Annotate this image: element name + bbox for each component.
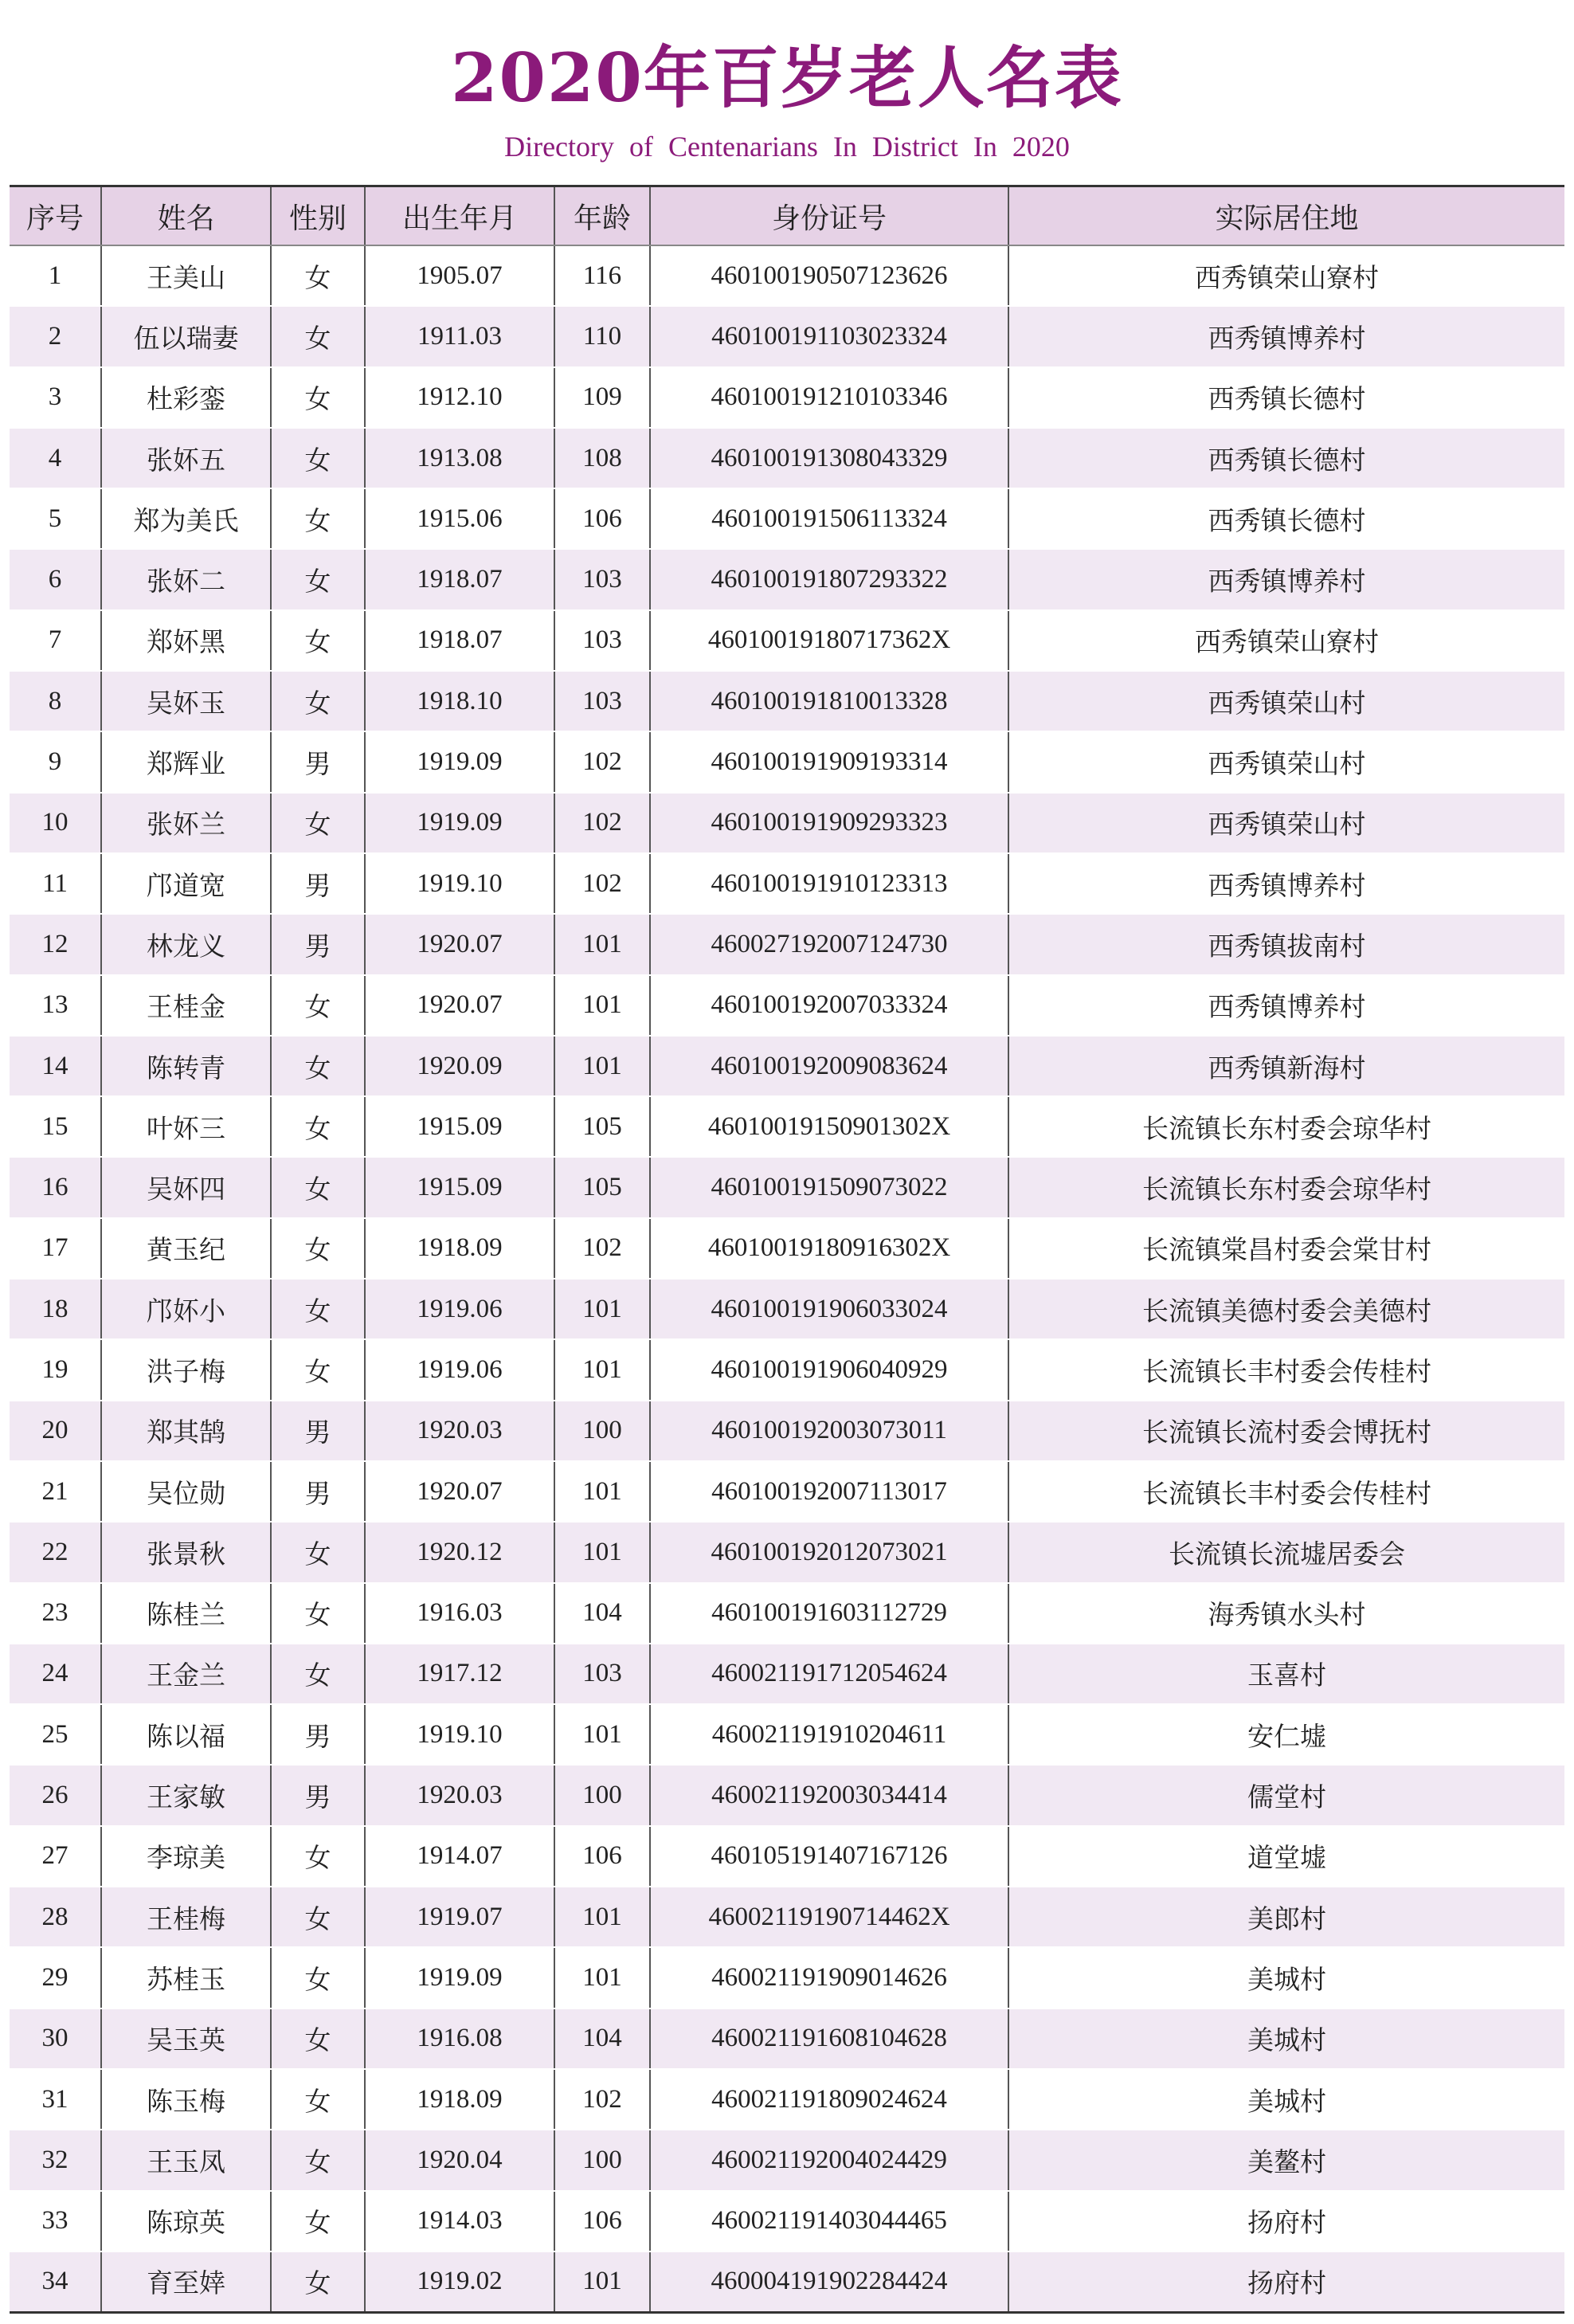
- table-row: [10, 731, 1564, 792]
- cell-id-number: 460100191103023324: [650, 306, 1008, 366]
- cell-gender: 女: [271, 367, 365, 428]
- cell-birth-date: 1919.06: [365, 1279, 554, 1339]
- table-row: [10, 367, 1564, 428]
- cell-age: 104: [554, 1583, 650, 1644]
- cell-gender: 女: [271, 975, 365, 1036]
- cell-gender: 女: [271, 549, 365, 609]
- cell-residence: 玉喜村: [1008, 1644, 1564, 1704]
- cell-birth-date: 1920.07: [365, 914, 554, 974]
- cell-birth-date: 1914.07: [365, 1826, 554, 1887]
- cell-residence: 美城村: [1008, 2069, 1564, 2130]
- cell-index: 6: [10, 549, 101, 609]
- cell-id-number: 460100191506113324: [650, 488, 1008, 549]
- cell-residence: 美鳌村: [1008, 2130, 1564, 2190]
- table-row: [10, 245, 1564, 306]
- cell-birth-date: 1920.09: [365, 1036, 554, 1096]
- table-row: [10, 488, 1564, 549]
- cell-age: 102: [554, 2069, 650, 2130]
- cell-id-number: 460100191210103346: [650, 367, 1008, 428]
- column-header-gender: 性别: [271, 186, 365, 246]
- cell-birth-date: 1920.07: [365, 975, 554, 1036]
- page-title: 2020年百岁老人名表: [451, 38, 1123, 117]
- cell-age: 106: [554, 488, 650, 549]
- cell-residence: 西秀镇博养村: [1008, 853, 1564, 914]
- cell-age: 116: [554, 245, 650, 306]
- cell-id-number: 460100191909293323: [650, 793, 1008, 853]
- cell-residence: 长流镇美德村委会美德村: [1008, 1279, 1564, 1339]
- cell-birth-date: 1920.12: [365, 1522, 554, 1582]
- column-header-age: 年龄: [554, 186, 650, 246]
- table-row: [10, 1401, 1564, 1461]
- cell-birth-date: 1919.02: [365, 2251, 554, 2313]
- cell-birth-date: 1918.09: [365, 1218, 554, 1279]
- cell-gender: 女: [271, 1947, 365, 2008]
- cell-gender: 女: [271, 1279, 365, 1339]
- cell-residence: 长流镇长丰村委会传桂村: [1008, 1339, 1564, 1400]
- cell-index: 24: [10, 1644, 101, 1704]
- cell-gender: 男: [271, 853, 365, 914]
- cell-residence: 西秀镇长德村: [1008, 488, 1564, 549]
- table-row: [10, 1947, 1564, 2008]
- cell-id-number: 460021191712054624: [650, 1644, 1008, 1704]
- cell-id-number: 460100191603112729: [650, 1583, 1008, 1644]
- cell-residence: 西秀镇荣山村: [1008, 793, 1564, 853]
- cell-name: 陈玉梅: [101, 2069, 271, 2130]
- cell-birth-date: 1919.09: [365, 1947, 554, 2008]
- cell-birth-date: 1919.09: [365, 793, 554, 853]
- cell-gender: 女: [271, 2191, 365, 2251]
- cell-id-number: 460100192007033324: [650, 975, 1008, 1036]
- cell-residence: 长流镇长东村委会琼华村: [1008, 1157, 1564, 1217]
- cell-index: 34: [10, 2251, 101, 2313]
- table-row: [10, 1096, 1564, 1157]
- cell-index: 15: [10, 1096, 101, 1157]
- column-header-birth-date: 出生年月: [365, 186, 554, 246]
- cell-gender: 女: [271, 2130, 365, 2190]
- cell-index: 1: [10, 245, 101, 306]
- table-row: [10, 1765, 1564, 1825]
- table-row: [10, 853, 1564, 914]
- table-row: [10, 1522, 1564, 1582]
- cell-age: 101: [554, 975, 650, 1036]
- cell-birth-date: 1918.10: [365, 671, 554, 731]
- cell-name: 育至婞: [101, 2251, 271, 2313]
- cell-id-number: 460021191809024624: [650, 2069, 1008, 2130]
- cell-id-number: 460021191608104628: [650, 2009, 1008, 2069]
- cell-residence: 长流镇长流墟居委会: [1008, 1522, 1564, 1582]
- cell-age: 101: [554, 2251, 650, 2313]
- cell-birth-date: 1919.06: [365, 1339, 554, 1400]
- cell-name: 吴玉英: [101, 2009, 271, 2069]
- cell-age: 101: [554, 1339, 650, 1400]
- cell-name: 洪子梅: [101, 1339, 271, 1400]
- cell-name: 张景秋: [101, 1522, 271, 1582]
- cell-id-number: 460105191407167126: [650, 1826, 1008, 1887]
- cell-birth-date: 1919.10: [365, 853, 554, 914]
- cell-index: 3: [10, 367, 101, 428]
- cell-id-number: 46010019180916302X: [650, 1218, 1008, 1279]
- cell-age: 102: [554, 1218, 650, 1279]
- cell-name: 黄玉纪: [101, 1218, 271, 1279]
- cell-age: 105: [554, 1157, 650, 1217]
- cell-gender: 女: [271, 1522, 365, 1582]
- cell-age: 105: [554, 1096, 650, 1157]
- cell-name: 李琼美: [101, 1826, 271, 1887]
- cell-residence: 西秀镇博养村: [1008, 549, 1564, 609]
- cell-gender: 女: [271, 1583, 365, 1644]
- cell-residence: 美郎村: [1008, 1887, 1564, 1947]
- cell-name: 王美山: [101, 245, 271, 306]
- cell-index: 18: [10, 1279, 101, 1339]
- cell-birth-date: 1911.03: [365, 306, 554, 366]
- table-row: [10, 306, 1564, 366]
- cell-residence: 西秀镇荣山村: [1008, 671, 1564, 731]
- cell-age: 103: [554, 610, 650, 671]
- cell-index: 5: [10, 488, 101, 549]
- table-header: [10, 186, 1564, 246]
- cell-birth-date: 1919.09: [365, 731, 554, 792]
- cell-birth-date: 1918.07: [365, 610, 554, 671]
- cell-gender: 男: [271, 1765, 365, 1825]
- cell-age: 104: [554, 2009, 650, 2069]
- cell-name: 郑辉业: [101, 731, 271, 792]
- cell-name: 郑妚黑: [101, 610, 271, 671]
- cell-gender: 女: [271, 2251, 365, 2313]
- cell-gender: 男: [271, 1461, 365, 1522]
- table-row: [10, 1704, 1564, 1765]
- cell-id-number: 46002119190714462X: [650, 1887, 1008, 1947]
- table-row: [10, 1583, 1564, 1644]
- cell-name: 陈以福: [101, 1704, 271, 1765]
- cell-birth-date: 1919.10: [365, 1704, 554, 1765]
- cell-gender: 女: [271, 610, 365, 671]
- cell-residence: 西秀镇新海村: [1008, 1036, 1564, 1096]
- cell-index: 21: [10, 1461, 101, 1522]
- cell-id-number: 460100191906033024: [650, 1279, 1008, 1339]
- table-row: [10, 2009, 1564, 2069]
- cell-birth-date: 1913.08: [365, 428, 554, 488]
- cell-gender: 女: [271, 1339, 365, 1400]
- cell-birth-date: 1918.09: [365, 2069, 554, 2130]
- cell-name: 陈转青: [101, 1036, 271, 1096]
- cell-age: 102: [554, 853, 650, 914]
- cell-id-number: 460004191902284424: [650, 2251, 1008, 2313]
- cell-id-number: 460100192003073011: [650, 1401, 1008, 1461]
- cell-name: 王玉凤: [101, 2130, 271, 2190]
- cell-index: 20: [10, 1401, 101, 1461]
- column-header-residence: 实际居住地: [1008, 186, 1564, 246]
- header-row: [10, 186, 1564, 246]
- cell-gender: 男: [271, 1401, 365, 1461]
- table-row: [10, 1887, 1564, 1947]
- cell-birth-date: 1912.10: [365, 367, 554, 428]
- cell-birth-date: 1920.04: [365, 2130, 554, 2190]
- cell-gender: 男: [271, 1704, 365, 1765]
- cell-index: 12: [10, 914, 101, 974]
- table-row: [10, 1826, 1564, 1887]
- column-header-id-number: 身份证号: [650, 186, 1008, 246]
- cell-id-number: 460100192007113017: [650, 1461, 1008, 1522]
- cell-id-number: 460100191909193314: [650, 731, 1008, 792]
- cell-residence: 安仁墟: [1008, 1704, 1564, 1765]
- cell-age: 110: [554, 306, 650, 366]
- cell-age: 103: [554, 549, 650, 609]
- cell-index: 29: [10, 1947, 101, 2008]
- cell-age: 106: [554, 1826, 650, 1887]
- cell-name: 苏桂玉: [101, 1947, 271, 2008]
- cell-age: 103: [554, 1644, 650, 1704]
- cell-age: 101: [554, 1279, 650, 1339]
- cell-age: 100: [554, 1765, 650, 1825]
- cell-age: 109: [554, 367, 650, 428]
- cell-gender: 女: [271, 1157, 365, 1217]
- cell-id-number: 460100191308043329: [650, 428, 1008, 488]
- cell-id-number: 460100190507123626: [650, 245, 1008, 306]
- cell-index: 23: [10, 1583, 101, 1644]
- cell-index: 9: [10, 731, 101, 792]
- cell-gender: 女: [271, 671, 365, 731]
- cell-id-number: 460027192007124730: [650, 914, 1008, 974]
- cell-index: 26: [10, 1765, 101, 1825]
- cell-id-number: 460100191910123313: [650, 853, 1008, 914]
- cell-age: 100: [554, 1401, 650, 1461]
- cell-index: 28: [10, 1887, 101, 1947]
- cell-gender: 男: [271, 731, 365, 792]
- centenarian-table: [10, 185, 1564, 2314]
- cell-index: 27: [10, 1826, 101, 1887]
- cell-age: 100: [554, 2130, 650, 2190]
- cell-birth-date: 1915.09: [365, 1096, 554, 1157]
- cell-id-number: 460021192003034414: [650, 1765, 1008, 1825]
- cell-name: 郑为美氏: [101, 488, 271, 549]
- cell-index: 31: [10, 2069, 101, 2130]
- cell-residence: 长流镇长丰村委会传桂村: [1008, 1461, 1564, 1522]
- table-row: [10, 2130, 1564, 2190]
- cell-gender: 女: [271, 1036, 365, 1096]
- cell-birth-date: 1914.03: [365, 2191, 554, 2251]
- cell-name: 邝妚小: [101, 1279, 271, 1339]
- cell-residence: 西秀镇长德村: [1008, 428, 1564, 488]
- cell-name: 吴妚四: [101, 1157, 271, 1217]
- table-row: [10, 1157, 1564, 1217]
- table-row: [10, 428, 1564, 488]
- table-row: [10, 975, 1564, 1036]
- cell-age: 101: [554, 1461, 650, 1522]
- table-row: [10, 671, 1564, 731]
- cell-age: 103: [554, 671, 650, 731]
- cell-residence: 西秀镇荣山寮村: [1008, 245, 1564, 306]
- cell-birth-date: 1920.03: [365, 1765, 554, 1825]
- cell-gender: 女: [271, 2009, 365, 2069]
- cell-name: 郑其鹄: [101, 1401, 271, 1461]
- cell-age: 102: [554, 793, 650, 853]
- cell-index: 2: [10, 306, 101, 366]
- cell-name: 王家敏: [101, 1765, 271, 1825]
- cell-birth-date: 1916.08: [365, 2009, 554, 2069]
- column-header-index: 序号: [10, 186, 101, 246]
- cell-index: 19: [10, 1339, 101, 1400]
- cell-age: 101: [554, 1036, 650, 1096]
- cell-residence: 长流镇长流村委会博抚村: [1008, 1401, 1564, 1461]
- table-row: [10, 793, 1564, 853]
- cell-name: 林龙义: [101, 914, 271, 974]
- cell-age: 101: [554, 1947, 650, 2008]
- cell-gender: 女: [271, 1644, 365, 1704]
- cell-index: 33: [10, 2191, 101, 2251]
- cell-id-number: 460021191910204611: [650, 1704, 1008, 1765]
- cell-gender: 女: [271, 245, 365, 306]
- cell-birth-date: 1915.06: [365, 488, 554, 549]
- table-row: [10, 2069, 1564, 2130]
- column-header-name: 姓名: [101, 186, 271, 246]
- cell-name: 王金兰: [101, 1644, 271, 1704]
- cell-index: 4: [10, 428, 101, 488]
- cell-name: 王桂梅: [101, 1887, 271, 1947]
- cell-name: 陈琼英: [101, 2191, 271, 2251]
- table-row: [10, 2251, 1564, 2313]
- cell-id-number: 460021192004024429: [650, 2130, 1008, 2190]
- table-row: [10, 914, 1564, 974]
- cell-index: 16: [10, 1157, 101, 1217]
- cell-id-number: 46010019180717362X: [650, 610, 1008, 671]
- cell-age: 108: [554, 428, 650, 488]
- cell-name: 吴妚玉: [101, 671, 271, 731]
- cell-index: 11: [10, 853, 101, 914]
- cell-residence: 西秀镇荣山寮村: [1008, 610, 1564, 671]
- cell-name: 张妚五: [101, 428, 271, 488]
- cell-residence: 西秀镇长德村: [1008, 367, 1564, 428]
- cell-name: 陈桂兰: [101, 1583, 271, 1644]
- table-body: [10, 245, 1564, 2313]
- page-subtitle: Directory of Centenarians In District In 2020: [504, 131, 1070, 163]
- cell-index: 14: [10, 1036, 101, 1096]
- cell-id-number: 460100191509073022: [650, 1157, 1008, 1217]
- cell-name: 杜彩銮: [101, 367, 271, 428]
- table-row: [10, 549, 1564, 609]
- cell-gender: 女: [271, 1218, 365, 1279]
- table-row: [10, 1644, 1564, 1704]
- cell-id-number: 460100192009083624: [650, 1036, 1008, 1096]
- cell-name: 叶妚三: [101, 1096, 271, 1157]
- cell-name: 张妚兰: [101, 793, 271, 853]
- cell-id-number: 460100191906040929: [650, 1339, 1008, 1400]
- cell-residence: 西秀镇荣山村: [1008, 731, 1564, 792]
- cell-age: 101: [554, 1704, 650, 1765]
- cell-index: 7: [10, 610, 101, 671]
- cell-gender: 男: [271, 914, 365, 974]
- cell-index: 8: [10, 671, 101, 731]
- cell-birth-date: 1920.03: [365, 1401, 554, 1461]
- cell-birth-date: 1905.07: [365, 245, 554, 306]
- cell-residence: 美城村: [1008, 1947, 1564, 2008]
- table-row: [10, 2191, 1564, 2251]
- cell-index: 10: [10, 793, 101, 853]
- cell-gender: 女: [271, 488, 365, 549]
- cell-id-number: 46010019150901302X: [650, 1096, 1008, 1157]
- cell-residence: 海秀镇水头村: [1008, 1583, 1564, 1644]
- cell-id-number: 460100191807293322: [650, 549, 1008, 609]
- cell-age: 106: [554, 2191, 650, 2251]
- cell-gender: 女: [271, 1887, 365, 1947]
- cell-residence: 扬府村: [1008, 2191, 1564, 2251]
- cell-index: 17: [10, 1218, 101, 1279]
- cell-age: 102: [554, 731, 650, 792]
- cell-birth-date: 1918.07: [365, 549, 554, 609]
- cell-id-number: 460021191909014626: [650, 1947, 1008, 2008]
- cell-residence: 道堂墟: [1008, 1826, 1564, 1887]
- cell-name: 伍以瑞妻: [101, 306, 271, 366]
- table-row: [10, 1461, 1564, 1522]
- cell-id-number: 460100192012073021: [650, 1522, 1008, 1582]
- cell-residence: 西秀镇拔南村: [1008, 914, 1564, 974]
- cell-gender: 女: [271, 1096, 365, 1157]
- table-row: [10, 610, 1564, 671]
- cell-gender: 女: [271, 428, 365, 488]
- cell-birth-date: 1916.03: [365, 1583, 554, 1644]
- cell-gender: 女: [271, 1826, 365, 1887]
- table-row: [10, 1339, 1564, 1400]
- cell-id-number: 460021191403044465: [650, 2191, 1008, 2251]
- cell-birth-date: 1919.07: [365, 1887, 554, 1947]
- cell-index: 30: [10, 2009, 101, 2069]
- cell-gender: 女: [271, 306, 365, 366]
- cell-age: 101: [554, 1522, 650, 1582]
- table-row: [10, 1279, 1564, 1339]
- cell-birth-date: 1920.07: [365, 1461, 554, 1522]
- cell-id-number: 460100191810013328: [650, 671, 1008, 731]
- cell-age: 101: [554, 1887, 650, 1947]
- cell-name: 邝道宽: [101, 853, 271, 914]
- cell-name: 王桂金: [101, 975, 271, 1036]
- table-row: [10, 1036, 1564, 1096]
- cell-gender: 女: [271, 2069, 365, 2130]
- cell-residence: 西秀镇博养村: [1008, 975, 1564, 1036]
- cell-residence: 儒堂村: [1008, 1765, 1564, 1825]
- cell-residence: 长流镇棠昌村委会棠甘村: [1008, 1218, 1564, 1279]
- cell-residence: 美城村: [1008, 2009, 1564, 2069]
- cell-age: 101: [554, 914, 650, 974]
- cell-residence: 长流镇长东村委会琼华村: [1008, 1096, 1564, 1157]
- cell-index: 32: [10, 2130, 101, 2190]
- cell-name: 吴位勋: [101, 1461, 271, 1522]
- cell-birth-date: 1917.12: [365, 1644, 554, 1704]
- table-row: [10, 1218, 1564, 1279]
- cell-index: 13: [10, 975, 101, 1036]
- cell-index: 25: [10, 1704, 101, 1765]
- cell-residence: 扬府村: [1008, 2251, 1564, 2313]
- cell-birth-date: 1915.09: [365, 1157, 554, 1217]
- cell-residence: 西秀镇博养村: [1008, 306, 1564, 366]
- cell-name: 张妚二: [101, 549, 271, 609]
- cell-index: 22: [10, 1522, 101, 1582]
- cell-gender: 女: [271, 793, 365, 853]
